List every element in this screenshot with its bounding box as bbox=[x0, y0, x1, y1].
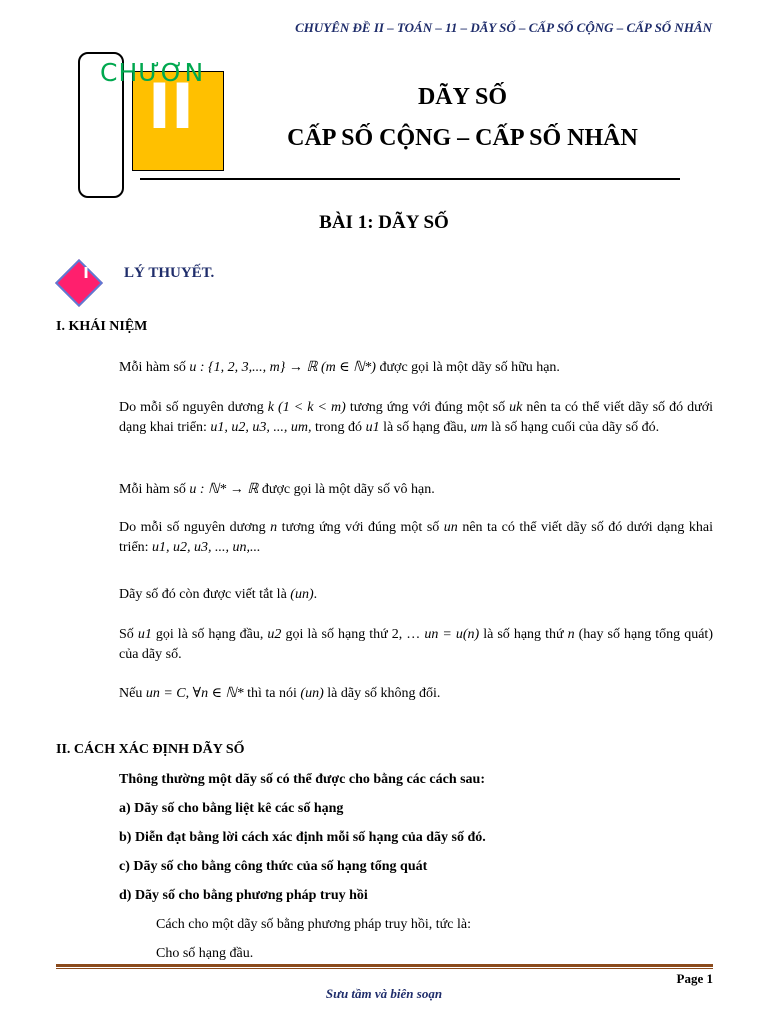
math-n-index: n bbox=[567, 627, 575, 642]
paragraph-short-notation: Dãy số đó còn được viết tắt là (un). bbox=[119, 587, 318, 602]
recursive-step-1: Cho số hạng đầu. bbox=[156, 946, 254, 961]
math-general-term: un = u(n) bbox=[424, 627, 480, 642]
paragraph-general-term: Số u1 gọi là số hạng đầu, u2 gọi là số hạng thứ 2, … un = u(n) là số hạng thứ n (hay số hạng tổng quát) của dãy số. bbox=[119, 627, 713, 662]
title-divider bbox=[140, 178, 680, 180]
diamond-marker-label: I bbox=[83, 264, 89, 282]
paragraph-finite-expansion: Do mỗi số nguyên dương k (1 < k < m) tương ứng với đúng một số uk nên ta có thể viết dãy số đó dưới dạng khai triển: u1, u2, u3, ..., um, trong đó u1 là số hạng đầu, um là số hạng cuối của dãy số đó. bbox=[119, 400, 713, 435]
math-first-term: u1 bbox=[137, 627, 152, 642]
recursive-intro: Cách cho một dãy số bằng phương pháp truy hồi, tức là: bbox=[156, 917, 471, 932]
method-item-b: b) Diễn đạt bằng lời cách xác định mỗi số hạng của dãy số đó. bbox=[119, 830, 486, 845]
chapter-word: CHƯƠN bbox=[100, 58, 205, 87]
footer-rule-thin bbox=[56, 968, 713, 969]
math-u1: u1 bbox=[365, 420, 380, 435]
math-infinite-map: u : ℕ* → ℝ bbox=[189, 482, 259, 497]
math-uk: uk bbox=[509, 400, 523, 415]
section-heading-methods: II. CÁCH XÁC ĐỊNH DÃY SỐ bbox=[56, 742, 245, 757]
chapter-title-line1: DÃY SỐ bbox=[417, 84, 508, 110]
math-sequence-notation: (un) bbox=[290, 587, 314, 602]
footer-credit: Sưu tầm và biên soạn bbox=[325, 986, 443, 1001]
math-n: n bbox=[270, 520, 278, 535]
paragraph-infinite-expansion: Do mỗi số nguyên dương n tương ứng với đúng một số un nên ta có thể viết dãy số đó dưới dạng khai triển: u1, u2, u3, ..., un,... bbox=[119, 520, 714, 555]
math-constant-sequence: (un) bbox=[300, 686, 324, 701]
chapter-numeral: II bbox=[147, 70, 195, 143]
method-item-d: d) Dãy số cho bằng phương pháp truy hồi bbox=[119, 888, 368, 903]
methods-intro: Thông thường một dãy số có thể được cho bằng các cách sau: bbox=[119, 772, 485, 787]
lesson-title: BÀI 1: DÃY SỐ bbox=[319, 212, 449, 233]
method-item-a: a) Dãy số cho bằng liệt kê các số hạng bbox=[119, 801, 344, 816]
math-second-term: u2 bbox=[267, 627, 282, 642]
math-um: um bbox=[470, 420, 488, 435]
math-infinite-terms: u1, u2, u3, ..., un,... bbox=[152, 540, 261, 555]
page-number: Page 1 bbox=[676, 971, 713, 986]
chapter-title-line2: CẤP SỐ CỘNG – CẤP SỐ NHÂN bbox=[287, 125, 638, 151]
running-header: CHUYÊN ĐỀ II – TOÁN – 11 – DÃY SỐ – CẤP SỐ CỘNG – CẤP SỐ NHÂN bbox=[295, 20, 712, 35]
section-heading-concepts: I. KHÁI NIỆM bbox=[56, 319, 148, 334]
section-heading-theory: LÝ THUYẾT. bbox=[124, 265, 215, 281]
math-k-range: k (1 < k < m) bbox=[267, 400, 346, 415]
math-constant-condition: un = C, ∀n ∈ ℕ* bbox=[145, 686, 244, 701]
method-item-c: c) Dãy số cho bằng công thức của số hạng tổng quát bbox=[119, 859, 428, 874]
math-finite-map: u : {1, 2, 3,..., m} → ℝ (m ∈ ℕ*) bbox=[189, 360, 376, 375]
paragraph-infinite-sequence: Mỗi hàm số u : ℕ* → ℝ được gọi là một dãy số vô hạn. bbox=[119, 482, 435, 497]
math-finite-terms: u1, u2, u3, ..., um, bbox=[210, 420, 312, 435]
math-un: un bbox=[443, 520, 458, 535]
paragraph-constant-sequence: Nếu un = C, ∀n ∈ ℕ* thì ta nói (un) là dãy số không đổi. bbox=[119, 686, 441, 701]
paragraph-finite-sequence: Mỗi hàm số u : {1, 2, 3,..., m} → ℝ (m ∈ ℕ*) được gọi là một dãy số hữu hạn. bbox=[119, 360, 560, 375]
footer-rule-thick bbox=[56, 964, 713, 967]
